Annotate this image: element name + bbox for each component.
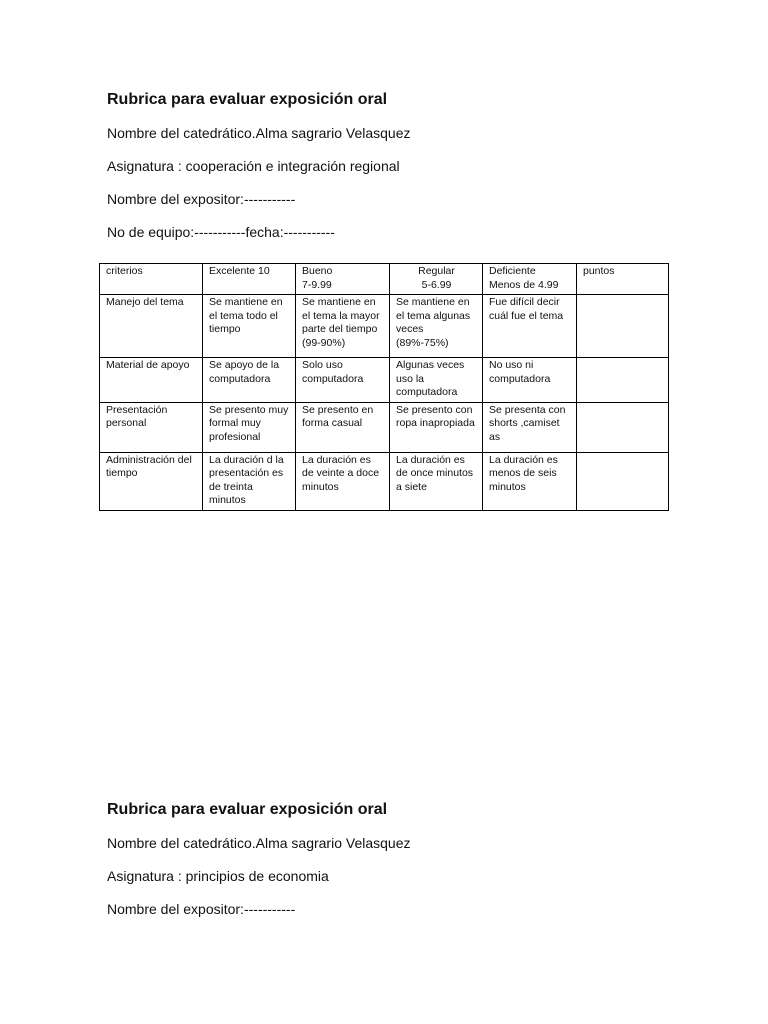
header-excelente: Excelente 10 (203, 264, 296, 295)
subject-line: Asignatura : principios de economia (107, 868, 329, 884)
header-criterios: criterios (100, 264, 203, 295)
table-cell: Material de apoyo (100, 358, 203, 403)
points-cell (577, 452, 669, 510)
professor-line: Nombre del catedrático.Alma sagrario Velasquez (107, 835, 411, 851)
table-cell: Se apoyo de la computadora (203, 358, 296, 403)
header-deficiente: Deficiente Menos de 4.99 (483, 264, 577, 295)
rubric-section-2 (107, 800, 707, 932)
rubric-table (99, 263, 669, 511)
table-header-row (100, 264, 669, 295)
table-cell: Se presento muy formal muy profesional (203, 402, 296, 452)
section-title: Rubrica para evaluar exposición oral (107, 801, 388, 818)
table-row (100, 358, 669, 403)
table-cell: Se mantiene en el tema todo el tiempo (203, 295, 296, 358)
table-row (100, 452, 669, 510)
header-puntos: puntos (577, 264, 669, 295)
table-cell: La duración es de once minutos a siete (390, 452, 483, 510)
rubric-section-1 (107, 90, 707, 255)
points-cell (577, 358, 669, 403)
points-cell (577, 402, 669, 452)
section-title: Rubrica para evaluar exposición oral (107, 91, 388, 108)
table-cell: Se mantiene en el tema la mayor parte del tiempo (99-90%) (296, 295, 390, 358)
professor-line: Nombre del catedrático.Alma sagrario Velasquez (107, 125, 411, 141)
table-cell: Se presento en forma casual (296, 402, 390, 452)
table-cell: Solo uso computadora (296, 358, 390, 403)
team-date-line: No de equipo:-----------fecha:----------- (107, 224, 335, 240)
header-bueno: Bueno 7-9.99 (296, 264, 390, 295)
table-cell: No uso ni computadora (483, 358, 577, 403)
table-cell: La duración d la presentación es de treinta minutos (203, 452, 296, 510)
presenter-line: Nombre del expositor:----------- (107, 191, 296, 207)
table-cell: Fue difícil decir cuál fue el tema (483, 295, 577, 358)
table-cell: Se presento con ropa inapropiada (390, 402, 483, 452)
table-cell: La duración es menos de seis minutos (483, 452, 577, 510)
table-cell: Presentación personal (100, 402, 203, 452)
points-cell (577, 295, 669, 358)
table-cell: Administración del tiempo (100, 452, 203, 510)
table-cell: La duración es de veinte a doce minutos (296, 452, 390, 510)
header-regular: Regular 5-6.99 (390, 264, 483, 295)
table-row (100, 295, 669, 358)
table-row (100, 402, 669, 452)
subject-line: Asignatura : cooperación e integración regional (107, 158, 400, 174)
presenter-line: Nombre del expositor:----------- (107, 901, 296, 917)
table-cell: Manejo del tema (100, 295, 203, 358)
table-cell: Se presenta con shorts ,camiset as (483, 402, 577, 452)
table-cell: Se mantiene en el tema algunas veces (89%-75%) (390, 295, 483, 358)
table-cell: Algunas veces uso la computadora (390, 358, 483, 403)
